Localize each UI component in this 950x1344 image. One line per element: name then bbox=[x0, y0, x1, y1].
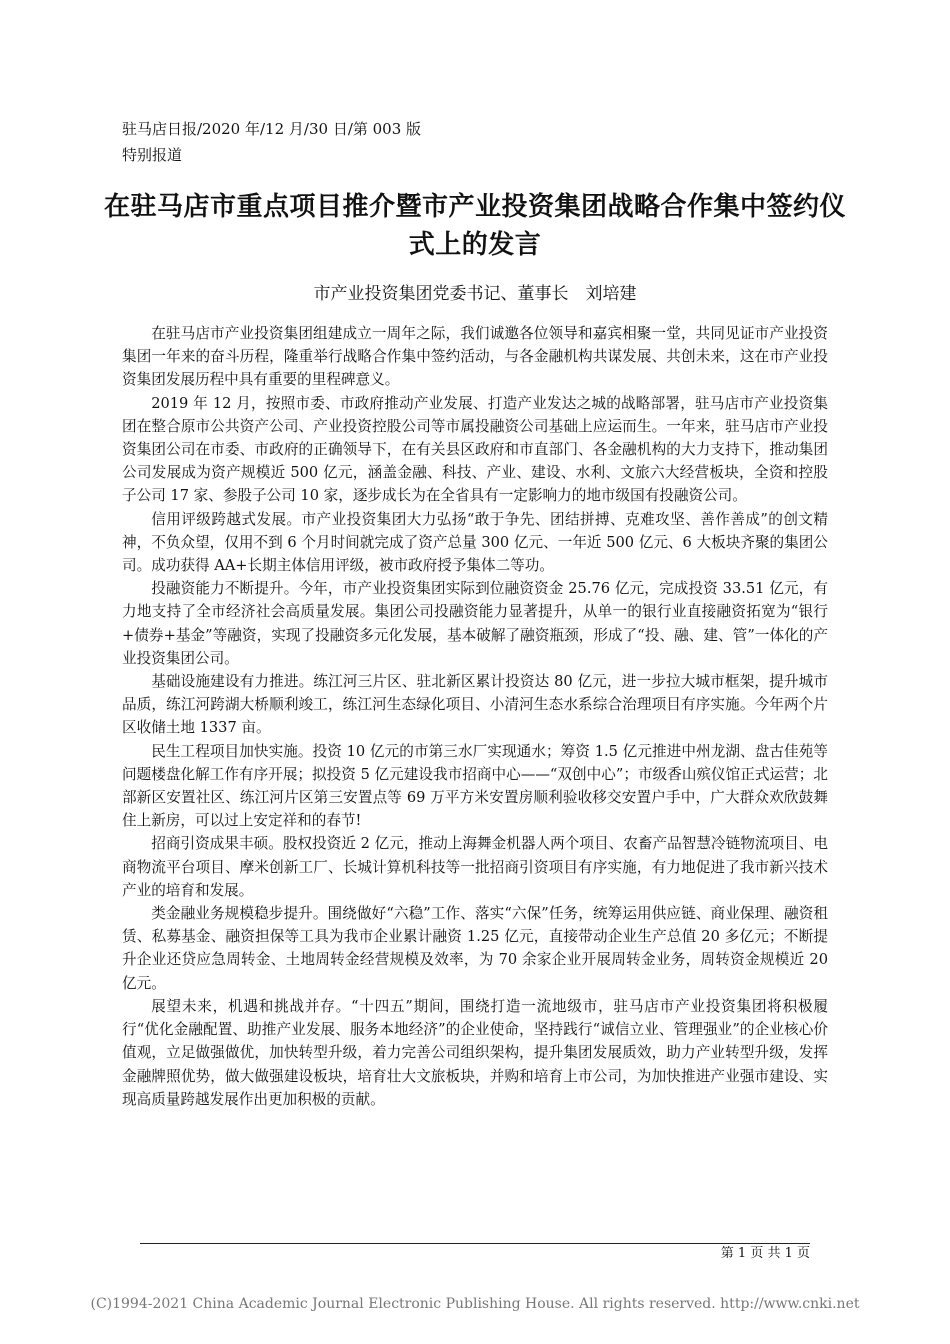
article-meta bbox=[122, 116, 421, 168]
paragraph: 展望未来，机遇和挑战并存。“十四五”期间，围绕打造一流地级市，驻马店市产业投资集团将积极履行“优化金融配置、助推产业发展、服务本地经济”的企业使命，坚持践行“诚信立业、管理强业”的企业核心价值观，立足做强做优，加快转型升级，着力完善公司组织架构，提升集团发展质效，助力产业转型升级，发挥金融牌照优势，做大做强建设板块，培育壮大文旅板块，并购和培育上市公司，为加快推进产业强市建设、实现高质量跨越发展作出更加积极的贡献。 bbox=[122, 997, 828, 1108]
paragraph: 2019 年 12 月，按照市委、市政府推动产业发展、打造产业发达之城的战略部署，驻马店市产业投资集团在整合原市公共资产公司、产业投资控股公司等市属投融资公司基础上应运而生。一年来，驻马店市产业投资集团公司在市委、市政府的正确领导下，在有关县区政府和市直部门、各金融机构的大力支持下，推动集团公司发展成为资产规模近 500 亿元，涵盖金融、科技、产业、建设、水利、文旅六大经营板块，全资和控股子公司 17 家、参股子公司 10 家，逐步成长为在全省具有一定影响力的地市级国有投融资公司。 bbox=[122, 394, 828, 505]
paragraph: 在驻马店市产业投资集团组建成立一周年之际，我们诚邀各位领导和嘉宾相聚一堂，共同见证市产业投资集团一年来的奋斗历程，隆重举行战略合作集中签约活动，与各金融机构共谋发展、共创未来，这在市产业投资集团发展历程中具有重要的里程碑意义。 bbox=[122, 325, 828, 389]
paragraph: 招商引资成果丰硕。股权投资近 2 亿元，推动上海舞金机器人两个项目、农畜产品智慧冷链物流项目、电商物流平台项目、摩米创新工厂、长城计算机科技等一批招商引资项目有序实施，有力地促进了我市新兴技术产业的培育和发展。 bbox=[122, 835, 828, 899]
article-title: 在驻马店市重点项目推介暨市产业投资集团战略合作集中签约仪式上的发言 bbox=[103, 192, 846, 260]
source-line: 驻马店日报/2020 年/12 月/30 日/第 003 版 bbox=[122, 120, 422, 138]
paragraph: 信用评级跨越式发展。市产业投资集团大力弘扬“敢于争先、团结拼搏、克难攻坚、善作善成”的创文精神，不负众望，仅用不到 6 个月时间就完成了资产总量 300 亿元、一年近 500 亿元、6 大板块齐聚的集团公司。成功获得 AA+长期主体信用评级，被市政府授予集体二等功。 bbox=[122, 510, 828, 575]
paragraph: 投融资能力不断提升。今年，市产业投资集团实际到位融资资金 25.76 亿元，完成投资 33.51 亿元，有力地支持了全市经济社会高质量发展。集团公司投融资能力显著提升，从单一的银行业直接融资拓宽为“银行+债券+基金”等融资，实现了投融资多元化发展，基本破解了融资瓶颈，形成了“投、融、建、管”一体化的产业投资集团公司。 bbox=[122, 580, 828, 667]
paragraph: 基础设施建设有力推进。练江河三片区、驻北新区累计投资达 80 亿元，进一步拉大城市框架，提升城市品质，练江河跨湖大桥顺利竣工，练江河生态绿化项目、小清河生态水系综合治理项目有序实施。今年两个片区收储土地 1337 亩。 bbox=[122, 673, 828, 737]
article-author: 市产业投资集团党委书记、董事长 刘培建 bbox=[313, 284, 637, 304]
copyright-watermark: (C)1994-2021 China Academic Journal Electronic Publishing House. All rights reserved. http://www.cnki.net bbox=[90, 1296, 860, 1312]
paragraph: 类金融业务规模稳步提升。围绕做好“六稳”工作、落实“六保”任务，统筹运用供应链、商业保理、融资租赁、私募基金、融资担保等工具为我市企业累计融资 1.25 亿元，直接带动企业生产总值 20 多亿元；不断提升企业还贷应急周转金、土地周转金经营规模及效率，为 70 余家企业开展周转金业务，周转资金规模近 20 亿元。 bbox=[122, 905, 828, 992]
page-number: 第 1 页 共 1 页 bbox=[720, 1246, 810, 1261]
footer-divider bbox=[140, 1243, 810, 1244]
article-body bbox=[122, 322, 828, 1111]
column-label: 特别报道 bbox=[122, 146, 183, 164]
paragraph: 民生工程项目加快实施。投资 10 亿元的市第三水厂实现通水；筹资 1.5 亿元推进中州龙湖、盘古佳苑等问题楼盘化解工作有序开展；拟投资 5 亿元建设我市招商中心——“双创中心”；市级香山殡仪馆正式运营；北部新区安置社区、练江河片区第三安置点等 69 万平方米安置房顺利验收移交安置户手中，广大群众欢欣鼓舞住上新房，可以过上安定祥和的春节! bbox=[122, 742, 828, 830]
